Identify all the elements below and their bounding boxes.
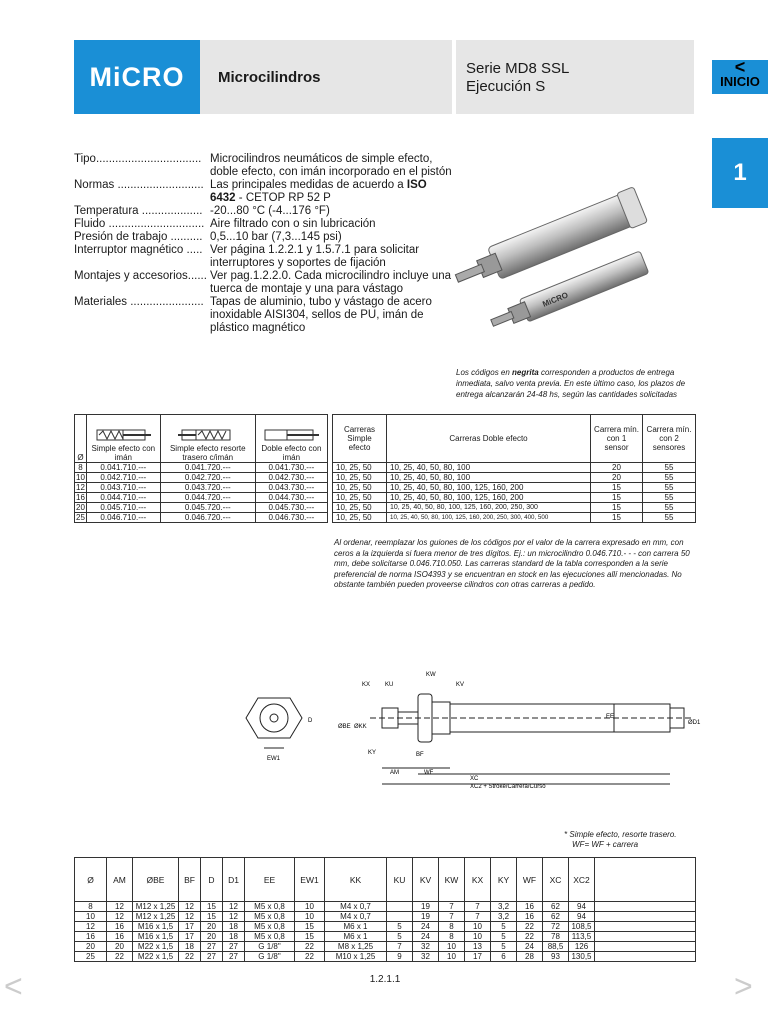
table-cell: 16 xyxy=(107,922,133,932)
table-cell: 55 xyxy=(643,493,696,503)
table-cell: 16 xyxy=(517,902,543,912)
header-simple-spring: Simple efecto resorte trasero c/imán xyxy=(160,415,255,463)
table-cell: 20 xyxy=(76,503,85,512)
spec-row xyxy=(74,179,452,205)
table-cell: 10, 25, 50 xyxy=(333,503,387,513)
table-cell: 7 xyxy=(439,912,465,922)
table-row xyxy=(75,503,328,513)
table-cell: 0.041.730.--- xyxy=(255,463,327,473)
table-cell: 15 xyxy=(201,912,223,922)
table-cell: 10 xyxy=(465,922,491,932)
header-min-2-sensors: Carrera mín. con 2 sensores xyxy=(643,415,696,463)
table-row xyxy=(75,483,328,493)
table-header-cell: ØBE xyxy=(133,858,179,902)
page-number: 1.2.1.1 xyxy=(369,974,401,985)
table-row xyxy=(75,952,696,962)
table-cell: 22 xyxy=(295,952,325,962)
cylinders-photo xyxy=(456,153,696,363)
header-simple-strokes: Carreras Simple efecto xyxy=(333,415,387,463)
table-cell: M10 x 1,25 xyxy=(325,952,387,962)
spec-row xyxy=(74,218,452,231)
table-cell: 55 xyxy=(643,463,696,473)
table-cell: 12 xyxy=(223,912,245,922)
table-cell: 5 xyxy=(387,932,413,942)
table-cell: M22 x 1,5 xyxy=(133,952,179,962)
table-row xyxy=(75,932,696,942)
od1-label: ØD1 xyxy=(688,720,701,726)
table-cell: 0.041.720.--- xyxy=(160,463,255,473)
double-acting-symbol-icon xyxy=(261,428,321,442)
table-cell: 0.044.720.--- xyxy=(160,493,255,503)
table-cell: 10, 25, 40, 50, 80, 100 xyxy=(387,473,591,483)
table-cell: 5 xyxy=(491,922,517,932)
spec-value: Tapas de aluminio, tubo y vástago de acero inoxidable AISI304, sellos de PU, imán de plástico magnético xyxy=(210,296,432,334)
ky-label: KY xyxy=(368,750,377,756)
table-cell: 10 xyxy=(295,902,325,912)
ew1-label: EW1 xyxy=(267,756,281,762)
table-cell: 10, 25, 40, 50, 80, 100, 125, 160, 200 xyxy=(387,483,591,493)
spec-row xyxy=(74,296,452,335)
table-header-cell: KK xyxy=(325,858,387,902)
table-cell: 0.044.710.--- xyxy=(86,493,160,503)
order-note: Al ordenar, reemplazar los guiones de los códigos por el valor de la carrera expresado en mm, con ceros a la izquierda si fuera menor de tres dígitos. Ej.: un microcilindro 0.046.710.- - - con carrera 50 mm, debe solicitarse 0.046.710.050. Las carreras standard de la tabla corresponden a la serie preferencial de norma ISO4393 y se encuentran en stock en las ejecuciones allí mencionadas. No obstante también pueden proveerse cilindros con otras carreras a pedido. xyxy=(334,538,690,589)
table-cell: 22 xyxy=(517,932,543,942)
xc2-label: XC2 + Stroke/Carrera/Curso xyxy=(470,784,546,790)
spec-key: Materiales ....................... xyxy=(74,296,204,308)
table-cell: 12 xyxy=(107,912,133,922)
table-cell: M12 x 1,25 xyxy=(133,912,179,922)
table-cell: 27 xyxy=(223,942,245,952)
table-cell: 130,5 xyxy=(569,952,595,962)
table-cell: 16 xyxy=(107,932,133,942)
section-tab-1[interactable]: 1 xyxy=(712,138,768,208)
table-cell: 10 xyxy=(295,912,325,922)
svg-text:MiCRO: MiCRO xyxy=(541,290,570,309)
table-cell: 24 xyxy=(413,932,439,942)
table-cell: 62 xyxy=(543,912,569,922)
table-cell: 88,5 xyxy=(543,942,569,952)
table-cell: 28 xyxy=(517,952,543,962)
table-header-cell: KW xyxy=(439,858,465,902)
brand-logo: MiCRO xyxy=(74,40,200,114)
table-cell: 10 xyxy=(75,912,107,922)
table-cell: M12 x 1,25 xyxy=(133,902,179,912)
table-cell xyxy=(387,902,413,912)
table-cell: 12 xyxy=(107,902,133,912)
table-cell: 20 xyxy=(591,463,643,473)
table-cell: 15 xyxy=(201,902,223,912)
header-diameter: Ø xyxy=(75,415,87,463)
table-cell: 126 xyxy=(569,942,595,952)
table-header-cell xyxy=(595,858,696,902)
kx-label: KX xyxy=(362,682,371,688)
table-cell: 19 xyxy=(413,902,439,912)
spring-return-symbol-icon xyxy=(178,428,238,442)
table-cell: 16 xyxy=(76,493,85,502)
table-cell: G 1/8" xyxy=(245,942,295,952)
table-cell: 15 xyxy=(295,932,325,942)
table-cell: 27 xyxy=(201,952,223,962)
d-label: D xyxy=(308,718,313,724)
spec-key: Normas ........................... xyxy=(74,179,204,191)
table-cell: 20 xyxy=(201,922,223,932)
codes-table xyxy=(74,414,328,523)
bf-label: BF xyxy=(416,752,424,758)
table-row xyxy=(75,493,328,503)
table-row xyxy=(333,483,696,493)
table-header-cell: BF xyxy=(179,858,201,902)
table-cell: M16 x 1,5 xyxy=(133,932,179,942)
table-cell: 13 xyxy=(465,942,491,952)
table-cell: 5 xyxy=(387,922,413,932)
table-header-cell: KY xyxy=(491,858,517,902)
table-header-cell: Ø xyxy=(75,858,107,902)
table-cell: 113,5 xyxy=(569,932,595,942)
table-cell xyxy=(595,902,696,912)
table-header-cell: AM xyxy=(107,858,133,902)
table-cell: 22 xyxy=(295,942,325,952)
table-cell xyxy=(595,922,696,932)
header-double-magnet: Doble efecto con imán xyxy=(255,415,327,463)
table-cell xyxy=(595,932,696,942)
table-cell: 27 xyxy=(223,952,245,962)
table-cell: 3,2 xyxy=(491,902,517,912)
table-header-cell: KU xyxy=(387,858,413,902)
table-header-cell: EW1 xyxy=(295,858,325,902)
table-cell: 55 xyxy=(643,513,696,523)
back-arrow-icon: < xyxy=(734,57,746,77)
series-title xyxy=(456,40,694,114)
table-cell: M6 x 1 xyxy=(325,932,387,942)
table-cell: 0.041.710.--- xyxy=(86,463,160,473)
table-header-cell: XC2 xyxy=(569,858,595,902)
table-cell: 16 xyxy=(75,932,107,942)
table-cell: M4 x 0,7 xyxy=(325,902,387,912)
table-cell: 18 xyxy=(223,922,245,932)
spec-key: Tipo................................. xyxy=(74,153,202,165)
table-cell: M5 x 0,8 xyxy=(245,932,295,942)
table-cell: 8 xyxy=(439,922,465,932)
table-row xyxy=(333,513,696,523)
spec-value: Las principales medidas de acuerdo a ISO 6432 - CETOP RP 52 P xyxy=(210,179,427,204)
inicio-label: INICIO xyxy=(720,74,760,89)
table-cell xyxy=(595,952,696,962)
table-header-cell: WF xyxy=(517,858,543,902)
specs-list xyxy=(74,153,452,335)
table-cell: 0.043.720.--- xyxy=(160,483,255,493)
table-cell: 7 xyxy=(439,902,465,912)
table-cell: 8 xyxy=(75,463,87,473)
table-cell: 0.045.720.--- xyxy=(160,503,255,513)
table-cell: 108,5 xyxy=(569,922,595,932)
table-cell: 5 xyxy=(491,942,517,952)
table-cell: 10 xyxy=(76,473,85,482)
table-cell: 0.046.720.--- xyxy=(160,513,255,523)
table-cell: 22 xyxy=(107,952,133,962)
header-min-1-sensor: Carrera mín. con 1 sensor xyxy=(591,415,643,463)
table-cell xyxy=(387,912,413,922)
table-cell: M8 x 1,25 xyxy=(325,942,387,952)
table-row xyxy=(75,473,328,483)
ku-label: KU xyxy=(385,682,394,688)
dimension-drawing xyxy=(234,664,701,794)
table-cell: 5 xyxy=(491,932,517,942)
table-cell: 0.044.730.--- xyxy=(255,493,327,503)
table-cell: 94 xyxy=(569,902,595,912)
series-line-1: Serie MD8 SSL xyxy=(466,60,570,77)
table-cell: 12 xyxy=(223,902,245,912)
inicio-button[interactable] xyxy=(712,57,768,94)
spec-value: 0,5...10 bar (7,3...145 psi) xyxy=(210,231,342,243)
table-cell: 20 xyxy=(75,942,107,952)
table-cell: 25 xyxy=(75,952,107,962)
table-row xyxy=(75,513,328,523)
table-cell: M5 x 0,8 xyxy=(245,902,295,912)
table-cell: M5 x 0,8 xyxy=(245,922,295,932)
table-cell: 15 xyxy=(591,503,643,513)
bold-codes-note: Los códigos en negrita corresponden a productos de entrega inmediata, salvo venta previa. En este último caso, los plazos de entrega alcanzarán 24-48 hs, según las cantidades solicitadas xyxy=(456,368,686,399)
series-line-2: Ejecución S xyxy=(466,78,546,95)
table-cell: 0.045.730.--- xyxy=(255,503,327,513)
table-header-cell: EE xyxy=(245,858,295,902)
spec-row xyxy=(74,231,452,244)
table-cell: 10, 25, 50 xyxy=(333,493,387,503)
table-cell: G 1/8" xyxy=(245,952,295,962)
table-cell: 10, 25, 50 xyxy=(333,483,387,493)
spec-key: Montajes y accesorios...... xyxy=(74,270,207,282)
strokes-table xyxy=(332,414,696,523)
table-cell: 12 xyxy=(75,922,107,932)
obe-label: ØBE xyxy=(338,724,351,730)
table-cell: 22 xyxy=(179,952,201,962)
table-cell: 9 xyxy=(387,952,413,962)
table-cell: 94 xyxy=(569,912,595,922)
table-cell: 8 xyxy=(75,902,107,912)
table-cell: 0.042.720.--- xyxy=(160,473,255,483)
table-cell: 17 xyxy=(465,952,491,962)
table-cell: 0.042.710.--- xyxy=(86,473,160,483)
table-cell: 15 xyxy=(591,483,643,493)
spec-value: Ver pag.1.2.2.0. Cada microcilindro incluye una tuerca de montaje y una para vástago xyxy=(210,270,452,295)
page-title: Microcilindros xyxy=(200,40,452,114)
table-cell: 10, 25, 40, 50, 80, 100, 125, 160, 200 xyxy=(387,493,591,503)
spec-row xyxy=(74,244,452,270)
table-cell: 20 xyxy=(107,942,133,952)
table-cell: 15 xyxy=(591,493,643,503)
table-row xyxy=(75,912,696,922)
wf-label: WF xyxy=(424,770,434,776)
table-cell: 10, 25, 50 xyxy=(333,463,387,473)
table-cell: 10 xyxy=(439,942,465,952)
table-cell: 32 xyxy=(413,952,439,962)
table-row xyxy=(333,463,696,473)
table-cell xyxy=(595,912,696,922)
table-cell: 93 xyxy=(543,952,569,962)
spec-value: Ver página 1.2.2.1 y 1.5.7.1 para solicitar interruptores y soportes de fijación xyxy=(210,244,420,269)
table-cell: 0.043.710.--- xyxy=(86,483,160,493)
prev-page-icon[interactable]: < xyxy=(4,968,23,1004)
table-cell: 7 xyxy=(387,942,413,952)
table-cell: 78 xyxy=(543,932,569,942)
kv-label: KV xyxy=(456,682,465,688)
spec-row xyxy=(74,153,452,179)
table-cell: 10, 25, 50 xyxy=(333,513,387,523)
table-cell: 24 xyxy=(413,922,439,932)
table-cell: 27 xyxy=(201,942,223,952)
table-cell: M22 x 1,5 xyxy=(133,942,179,952)
dimensions-table xyxy=(74,857,696,962)
table-cell: 12 xyxy=(76,483,85,492)
table-cell: 10 xyxy=(439,952,465,962)
table-row xyxy=(75,942,696,952)
table-row xyxy=(75,463,328,473)
spec-value: -20...80 °C (-4...176 °F) xyxy=(210,205,330,217)
table-cell: 15 xyxy=(295,922,325,932)
table-cell: 17 xyxy=(179,922,201,932)
table-cell: 55 xyxy=(643,503,696,513)
table-cell: 10, 25, 40, 50, 80, 100, 125, 160, 200, 250, 300, 400, 500 xyxy=(387,513,591,523)
table-cell: 32 xyxy=(413,942,439,952)
table-header-cell: KX xyxy=(465,858,491,902)
table-cell: 3,2 xyxy=(491,912,517,922)
table-cell: 12 xyxy=(179,902,201,912)
table-cell: M6 x 1 xyxy=(325,922,387,932)
table-cell: 12 xyxy=(179,912,201,922)
table-cell: 25 xyxy=(76,513,85,522)
ee-label: EE xyxy=(606,714,615,720)
okk-label: ØKK xyxy=(354,724,367,730)
table-cell: M5 x 0,8 xyxy=(245,912,295,922)
table-header-cell: XC xyxy=(543,858,569,902)
table-cell: 0.045.710.--- xyxy=(86,503,160,513)
table-cell xyxy=(595,942,696,952)
table-cell: 0.046.710.--- xyxy=(86,513,160,523)
table-row xyxy=(75,922,696,932)
table-cell: 10 xyxy=(465,932,491,942)
table-cell: 18 xyxy=(223,932,245,942)
table-cell: 0.046.730.--- xyxy=(255,513,327,523)
table-cell: 16 xyxy=(517,912,543,922)
table-cell: 10, 25, 40, 50, 80, 100 xyxy=(387,463,591,473)
header-simple-magnet: Simple efecto con imán xyxy=(86,415,160,463)
am-label: AM xyxy=(390,770,399,776)
strokes-table-header xyxy=(333,415,696,463)
spec-key: Presión de trabajo .......... xyxy=(74,231,203,243)
table-header-cell: KV xyxy=(413,858,439,902)
table-cell: 24 xyxy=(517,942,543,952)
table-cell: 19 xyxy=(413,912,439,922)
table-cell: M16 x 1,5 xyxy=(133,922,179,932)
table-row xyxy=(333,493,696,503)
spec-key: Temperatura ................... xyxy=(74,205,203,217)
table-cell: 22 xyxy=(517,922,543,932)
table-cell: M4 x 0,7 xyxy=(325,912,387,922)
table-cell: 10, 25, 50 xyxy=(333,473,387,483)
table-cell: 55 xyxy=(643,473,696,483)
single-acting-symbol-icon xyxy=(93,428,153,442)
table-cell: 20 xyxy=(201,932,223,942)
table-cell: 8 xyxy=(439,932,465,942)
next-page-icon[interactable]: > xyxy=(734,968,753,1004)
spec-row xyxy=(74,270,452,296)
table-cell: 55 xyxy=(643,483,696,493)
dimensions-table-header xyxy=(75,858,696,902)
spec-key: Interruptor magnético ..... xyxy=(74,244,203,256)
spec-value: Microcilindros neumáticos de simple efecto, doble efecto, con imán incorporado en el pistón xyxy=(210,153,452,178)
table-row xyxy=(333,473,696,483)
table-cell: 72 xyxy=(543,922,569,932)
table-cell: 62 xyxy=(543,902,569,912)
codes-table-header xyxy=(75,415,328,463)
table-cell: 20 xyxy=(591,473,643,483)
table-header-cell: D xyxy=(201,858,223,902)
table-cell: 15 xyxy=(591,513,643,523)
table-cell: 0.042.730.--- xyxy=(255,473,327,483)
spec-key: Fluido .............................. xyxy=(74,218,205,230)
table-cell: 7 xyxy=(465,912,491,922)
table-row xyxy=(75,902,696,912)
spec-row xyxy=(74,205,452,218)
kw-label: KW xyxy=(426,672,436,678)
table-cell: 18 xyxy=(179,942,201,952)
table-cell: 7 xyxy=(465,902,491,912)
table-header-cell: D1 xyxy=(223,858,245,902)
table-row xyxy=(333,503,696,513)
table-cell: 10, 25, 40, 50, 80, 100, 125, 160, 200, 250, 300 xyxy=(387,503,591,513)
spring-note: * Simple efecto, resorte trasero. WF= WF + carrera xyxy=(564,830,677,849)
xc-label: XC xyxy=(470,776,479,782)
table-cell: 6 xyxy=(491,952,517,962)
spec-value: Aire filtrado con o sin lubricación xyxy=(210,218,376,230)
table-cell: 0.043.730.--- xyxy=(255,483,327,493)
header-double-strokes: Carreras Doble efecto xyxy=(387,415,591,463)
table-cell: 17 xyxy=(179,932,201,942)
